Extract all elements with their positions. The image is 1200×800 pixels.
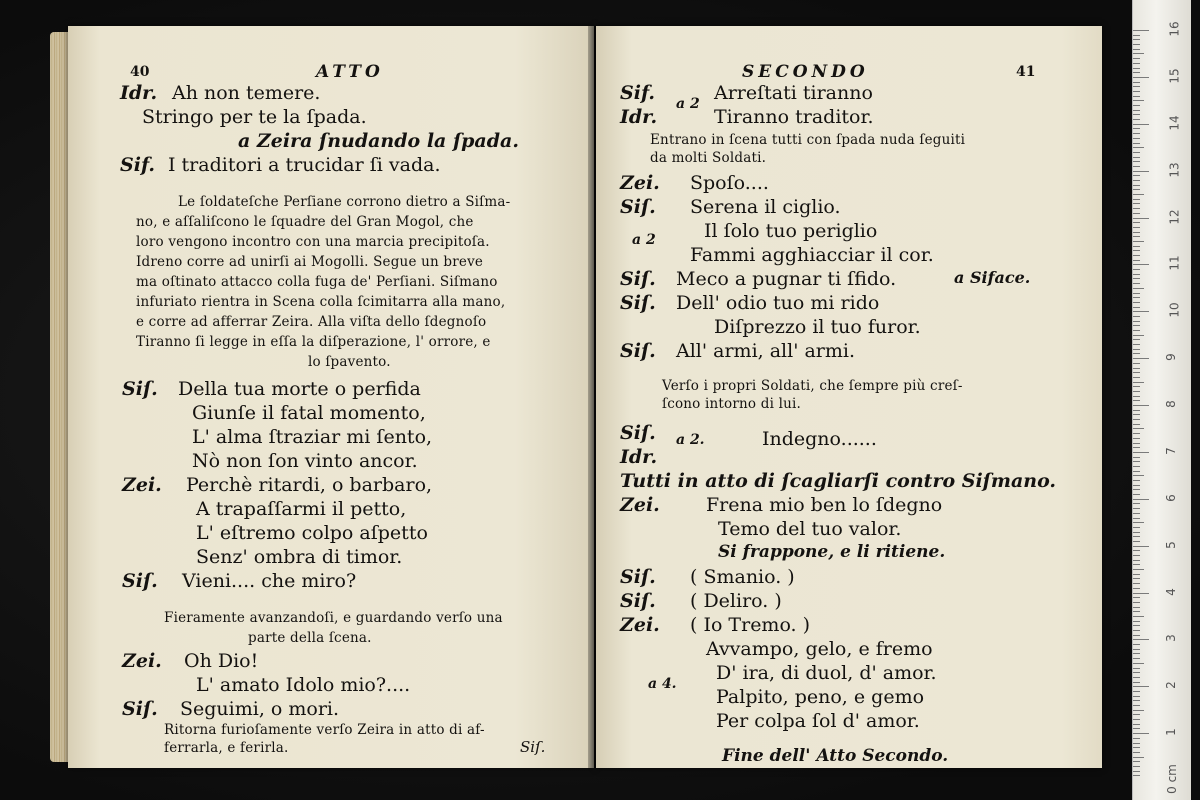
- ruler-tick: [1133, 114, 1140, 115]
- ruler-tick: [1133, 611, 1140, 612]
- ruler-tick: [1133, 658, 1140, 659]
- verse-line: Il ſolo tuo periglio: [704, 220, 878, 242]
- right-page: [596, 26, 1102, 768]
- ruler-label: 3: [1163, 634, 1178, 643]
- ruler-tick: [1133, 700, 1140, 701]
- ruler-tick: [1133, 58, 1140, 59]
- stage-direction-line: ſcono intorno di lui.: [662, 396, 802, 412]
- ruler-tick: [1133, 682, 1140, 683]
- ruler-tick: [1133, 405, 1149, 406]
- ruler-tick: [1133, 443, 1140, 444]
- ensemble-label: a 2: [632, 232, 656, 248]
- ruler-tick: [1133, 714, 1140, 715]
- ruler-tick: [1133, 110, 1140, 111]
- verse-line: Nò non ſon vinto ancor.: [192, 450, 418, 472]
- verse-line: Frena mio ben lo ſdegno: [706, 494, 943, 516]
- ruler-tick: [1133, 100, 1144, 101]
- speaker-label: Zei.: [122, 650, 162, 672]
- ruler-tick: [1133, 307, 1140, 308]
- stage-direction-line: Le ſoldateſche Perſiane corrono dietro a Siſma-: [178, 194, 511, 210]
- ruler-tick: [1133, 180, 1140, 181]
- speaker-label: Sif.: [620, 82, 656, 104]
- ruler-tick: [1133, 213, 1140, 214]
- ruler-tick: [1133, 96, 1140, 97]
- stage-direction-line: lo ſpavento.: [308, 354, 391, 370]
- ruler-tick: [1133, 691, 1140, 692]
- ruler-tick: [1133, 368, 1140, 369]
- ruler-tick: [1133, 447, 1140, 448]
- ruler-tick: [1133, 574, 1140, 575]
- verse-line: D' ira, di duol, d' amor.: [716, 662, 937, 684]
- ruler-tick: [1133, 372, 1140, 373]
- ruler-tick: [1133, 358, 1149, 359]
- verse-line: A trapaſſarmi il petto,: [196, 498, 407, 520]
- ruler-tick: [1133, 143, 1140, 144]
- ruler-tick: [1133, 728, 1140, 729]
- stage-direction-line: Idreno corre ad unirſi ai Mogolli. Segue un breve: [136, 254, 484, 270]
- speaker-label: Siſ.: [620, 422, 656, 444]
- ruler-tick: [1133, 696, 1140, 697]
- act-end-line: Fine dell' Atto Secondo.: [722, 746, 949, 766]
- ruler-tick: [1133, 232, 1140, 233]
- ruler-tick: [1133, 550, 1140, 551]
- ruler-tick: [1133, 63, 1140, 64]
- ruler-tick: [1133, 236, 1140, 237]
- verse-line: Oh Dio!: [184, 650, 259, 672]
- stage-direction-line: Ritorna furioſamente verſo Zeira in atto di af-: [164, 722, 485, 738]
- ruler-tick: [1133, 602, 1140, 603]
- stage-direction-italic: a Zeira ſnudando la ſpada.: [238, 130, 519, 152]
- stage-direction-italic: Tutti in atto di ſcagliarſi contro Siſmano.: [620, 470, 1057, 492]
- ruler-label: 2: [1163, 681, 1178, 690]
- ensemble-label: a 2.: [676, 432, 705, 448]
- ruler-tick: [1133, 635, 1140, 636]
- ruler-tick: [1133, 724, 1140, 725]
- ruler-label: 0 cm: [1164, 764, 1179, 794]
- speaker-label: Siſ.: [620, 340, 656, 362]
- ruler-tick: [1133, 138, 1140, 139]
- ruler-tick: [1133, 171, 1149, 172]
- speaker-label: Idr.: [120, 82, 158, 104]
- ruler-tick: [1133, 532, 1140, 533]
- ruler-label: 4: [1163, 587, 1178, 596]
- verse-line: Stringo per te la ſpada.: [142, 106, 367, 128]
- ruler-tick: [1133, 227, 1140, 228]
- verse-line: Temo del tuo valor.: [718, 518, 902, 540]
- ruler-tick: [1133, 278, 1140, 279]
- ruler-tick: [1133, 597, 1140, 598]
- verse-line: Della tua morte o perfida: [178, 378, 421, 400]
- ruler-tick: [1133, 152, 1140, 153]
- ruler-tick: [1133, 382, 1144, 383]
- verse-line: Perchè ritardi, o barbaro,: [186, 474, 433, 496]
- verse-line: Indegno......: [762, 428, 877, 450]
- speaker-label: Siſ.: [122, 378, 158, 400]
- verse-line: ( Deliro. ): [690, 590, 782, 612]
- ruler-tick: [1133, 91, 1140, 92]
- ruler-tick: [1133, 264, 1149, 265]
- ruler-tick: [1133, 316, 1140, 317]
- verse-line: Palpito, peno, e gemo: [716, 686, 925, 708]
- ruler-tick: [1133, 757, 1144, 758]
- ruler-tick: [1133, 124, 1149, 125]
- ruler-tick: [1133, 499, 1149, 500]
- ruler-tick: [1133, 396, 1140, 397]
- ruler-tick: [1133, 293, 1140, 294]
- ruler-tick: [1133, 218, 1149, 219]
- ruler-tick: [1133, 428, 1144, 429]
- ruler-label: 5: [1163, 540, 1178, 549]
- stage-direction-line: infuriato rientra in Scena colla ſcimitarra alla mano,: [136, 294, 506, 310]
- ruler-tick: [1133, 457, 1140, 458]
- speaker-label: Siſ.: [122, 570, 158, 592]
- ruler-tick: [1133, 518, 1140, 519]
- ruler-label: 12: [1167, 208, 1182, 225]
- ruler-tick: [1133, 564, 1140, 565]
- verse-line: Spoſo....: [690, 172, 769, 194]
- ruler-tick: [1133, 203, 1140, 204]
- ruler-tick: [1133, 199, 1140, 200]
- ruler-tick: [1133, 733, 1149, 734]
- verse-line: Giunſe il fatal momento,: [192, 402, 426, 424]
- ruler-tick: [1133, 419, 1140, 420]
- ruler-tick: [1133, 546, 1149, 547]
- verse-line: Fammi agghiacciar il cor.: [690, 244, 934, 266]
- ruler-tick: [1133, 377, 1140, 378]
- ruler-tick: [1133, 208, 1140, 209]
- verse-line: Dell' odio tuo mi rido: [676, 292, 880, 314]
- ruler-tick: [1133, 410, 1140, 411]
- ruler-tick: [1133, 386, 1140, 387]
- ruler-tick: [1133, 246, 1140, 247]
- verse-line: Ah non temere.: [172, 82, 321, 104]
- ruler-tick: [1133, 653, 1140, 654]
- ruler-tick: [1133, 541, 1140, 542]
- speaker-label: Idr.: [620, 446, 658, 468]
- stage-direction-italic: Si frappone, e li ritiene.: [718, 542, 946, 562]
- ruler-tick: [1133, 105, 1140, 106]
- ruler-tick: [1133, 260, 1140, 261]
- ruler-tick: [1133, 283, 1140, 284]
- ruler-tick: [1133, 738, 1140, 739]
- ruler-tick: [1133, 625, 1140, 626]
- verse-line: Arreſtati tiranno: [714, 82, 873, 104]
- speaker-label: Zei.: [620, 614, 660, 636]
- page-number: 40: [130, 64, 150, 80]
- ruler-tick: [1133, 513, 1140, 514]
- ruler-tick: [1133, 363, 1140, 364]
- ruler-tick: [1133, 766, 1140, 767]
- stage-direction-line: da molti Soldati.: [650, 150, 767, 166]
- ruler-tick: [1133, 536, 1140, 537]
- speaker-label: Siſ.: [620, 196, 656, 218]
- verse-line: Seguimi, o mori.: [180, 698, 340, 720]
- ruler-tick: [1133, 466, 1140, 467]
- ruler-tick: [1133, 508, 1140, 509]
- ruler-label: 11: [1167, 255, 1182, 272]
- ruler-tick: [1133, 68, 1140, 69]
- verse-line: Diſprezzo il tuo furor.: [714, 316, 921, 338]
- ruler-tick: [1133, 630, 1140, 631]
- ruler-tick: [1133, 555, 1140, 556]
- ruler-label: 7: [1163, 447, 1178, 455]
- open-book: [48, 22, 1108, 774]
- ruler-tick: [1133, 588, 1140, 589]
- ruler-tick: [1133, 82, 1140, 83]
- speaker-label: Idr.: [620, 106, 658, 128]
- verse-line: Vieni.... che miro?: [182, 570, 357, 592]
- ruler-tick: [1133, 607, 1140, 608]
- ruler-tick: [1133, 686, 1149, 687]
- ruler-tick: [1133, 621, 1140, 622]
- verse-line: Avvampo, gelo, e fremo: [706, 638, 933, 660]
- ruler-tick: [1133, 583, 1140, 584]
- ruler-tick: [1133, 353, 1140, 354]
- catchword: Siſ.: [520, 738, 546, 756]
- speaker-label: Siſ.: [620, 292, 656, 314]
- speaker-label: Siſ.: [620, 268, 656, 290]
- ruler-tick: [1133, 147, 1144, 148]
- ruler-label: 15: [1167, 68, 1182, 84]
- ruler-tick: [1133, 49, 1140, 50]
- ruler-label: 16: [1167, 21, 1182, 37]
- ruler-tick: [1133, 72, 1140, 73]
- ruler-tick: [1133, 39, 1140, 40]
- ruler-tick: [1133, 593, 1149, 594]
- speaker-label: Zei.: [122, 474, 162, 496]
- verse-line: L' amato Idolo mio?....: [196, 674, 411, 696]
- running-head: SECONDO: [742, 62, 869, 82]
- ruler-tick: [1133, 311, 1149, 312]
- ruler-tick: [1133, 752, 1140, 753]
- ruler-tick: [1133, 743, 1140, 744]
- ruler-tick: [1133, 761, 1140, 762]
- verse-line: ( Smanio. ): [690, 566, 795, 588]
- ruler-tick: [1133, 161, 1140, 162]
- ruler-tick: [1133, 644, 1140, 645]
- speaker-label: Zei.: [620, 494, 660, 516]
- aside-direction: a Siface.: [954, 268, 1031, 287]
- ruler-tick: [1133, 452, 1149, 453]
- ruler-tick: [1133, 578, 1140, 579]
- ruler-label: 14: [1167, 115, 1182, 131]
- ruler-tick: [1133, 175, 1140, 176]
- ruler-label: 13: [1167, 161, 1182, 178]
- ruler-label: 10: [1167, 302, 1182, 318]
- ruler-tick: [1133, 335, 1144, 336]
- ruler-tick: [1133, 503, 1140, 504]
- verse-line: Senz' ombra di timor.: [196, 546, 403, 568]
- verse-line: L' alma ſtraziar mi ſento,: [192, 426, 433, 448]
- ruler-tick: [1133, 527, 1140, 528]
- ruler-tick: [1133, 86, 1140, 87]
- stage-direction-line: Fieramente avanzandoſi, e guardando verſo una: [164, 610, 503, 626]
- ensemble-label: a 2: [676, 96, 700, 112]
- speaker-label: Siſ.: [620, 590, 656, 612]
- speaker-label: Siſ.: [122, 698, 158, 720]
- stage-direction-line: ma oſtinato attacco colla fuga de' Perſiani. Siſmano: [136, 274, 498, 290]
- ensemble-label: a 4.: [648, 676, 677, 692]
- stage-direction-line: Entrano in ſcena tutti con ſpada nuda ſeguiti: [650, 132, 966, 148]
- ruler-tick: [1133, 489, 1140, 490]
- ruler-tick: [1133, 424, 1140, 425]
- ruler-tick: [1133, 438, 1140, 439]
- ruler-tick: [1133, 391, 1140, 392]
- verse-line: Per colpa ſol d' amor.: [716, 710, 920, 732]
- speaker-label: Siſ.: [620, 566, 656, 588]
- stage-direction-line: parte della ſcena.: [248, 630, 372, 646]
- ruler-tick: [1133, 35, 1140, 36]
- verse-line: Serena il ciglio.: [690, 196, 841, 218]
- ruler-tick: [1133, 77, 1149, 78]
- ruler-label: 1: [1163, 728, 1178, 736]
- ruler-tick: [1133, 53, 1144, 54]
- ruler-tick: [1133, 433, 1140, 434]
- ruler-tick: [1133, 325, 1140, 326]
- ruler-tick: [1133, 494, 1140, 495]
- stage-direction-line: Verſo i propri Soldati, che ſempre più creſ-: [662, 378, 963, 394]
- ruler-tick: [1133, 133, 1140, 134]
- ruler-tick: [1133, 663, 1144, 664]
- ruler-tick: [1133, 189, 1140, 190]
- ruler-tick: [1133, 569, 1144, 570]
- ruler-tick: [1133, 461, 1140, 462]
- ruler-tick: [1133, 128, 1140, 129]
- ruler-tick: [1133, 185, 1140, 186]
- ruler-tick: [1133, 719, 1140, 720]
- ruler-tick: [1133, 705, 1140, 706]
- running-head: ATTO: [316, 62, 384, 82]
- ruler-tick: [1133, 30, 1149, 31]
- stage-direction-line: loro vengono incontro con una marcia precipitoſa.: [136, 234, 490, 250]
- ruler-tick: [1133, 339, 1140, 340]
- ruler-tick: [1133, 775, 1140, 776]
- ruler-tick: [1133, 269, 1140, 270]
- verse-line: ( Io Tremo. ): [690, 614, 811, 636]
- ruler-tick: [1133, 222, 1140, 223]
- stage-direction-line: ferrarla, e ferirla.: [164, 740, 289, 756]
- stage-direction-line: no, e aſſaliſcono le ſquadre del Gran Mogol, che: [136, 214, 474, 230]
- ruler-tick: [1133, 400, 1140, 401]
- verse-line: Meco a pugnar ti ſfido.: [676, 268, 897, 290]
- ruler-tick: [1133, 649, 1140, 650]
- ruler-label: 6: [1163, 493, 1178, 502]
- ruler-tick: [1133, 616, 1144, 617]
- ruler-tick: [1133, 560, 1140, 561]
- left-page: [68, 26, 594, 768]
- ruler-tick: [1133, 330, 1140, 331]
- ruler-tick: [1133, 668, 1140, 669]
- ruler-tick: [1133, 475, 1144, 476]
- ruler-tick: [1133, 344, 1140, 345]
- ruler-tick: [1133, 710, 1144, 711]
- ruler-tick: [1133, 157, 1140, 158]
- ruler-tick: [1133, 166, 1140, 167]
- ruler-tick: [1133, 241, 1144, 242]
- verse-line: Tiranno traditor.: [714, 106, 874, 128]
- ruler-tick: [1133, 274, 1140, 275]
- ruler-tick: [1133, 321, 1140, 322]
- ruler-tick: [1133, 639, 1149, 640]
- ruler-tick: [1133, 194, 1144, 195]
- ruler-tick: [1133, 677, 1140, 678]
- ruler-tick: [1133, 302, 1140, 303]
- page-number: 41: [1016, 64, 1036, 80]
- ruler-tick: [1133, 288, 1144, 289]
- ruler-tick: [1133, 672, 1140, 673]
- stage-direction-line: e corre ad afferrar Zeira. Alla viſta dello ſdegnoſo: [136, 314, 487, 330]
- ruler-tick: [1133, 471, 1140, 472]
- ruler-tick: [1133, 485, 1140, 486]
- ruler-tick: [1133, 297, 1140, 298]
- ruler-tick: [1133, 250, 1140, 251]
- verse-line: All' armi, all' armi.: [676, 340, 856, 362]
- ruler-tick: [1133, 747, 1140, 748]
- measuring-ruler: [1132, 0, 1191, 800]
- ruler-tick: [1133, 119, 1140, 120]
- ruler-tick: [1133, 255, 1140, 256]
- verse-line: L' eſtremo colpo aſpetto: [196, 522, 428, 544]
- verse-line: I traditori a trucidar ſi vada.: [168, 154, 441, 176]
- speaker-label: Sif.: [120, 154, 156, 176]
- ruler-label: 9: [1163, 353, 1178, 361]
- ruler-label: 8: [1163, 400, 1178, 408]
- ruler-tick: [1133, 480, 1140, 481]
- ruler-tick: [1133, 44, 1140, 45]
- ruler-tick: [1133, 349, 1140, 350]
- speaker-label: Zei.: [620, 172, 660, 194]
- ruler-tick: [1133, 414, 1140, 415]
- stage-direction-line: Tiranno ſi legge in eſſa la diſperazione, l' orrore, e: [136, 334, 491, 350]
- ruler-tick: [1133, 522, 1144, 523]
- ruler-tick: [1133, 771, 1140, 772]
